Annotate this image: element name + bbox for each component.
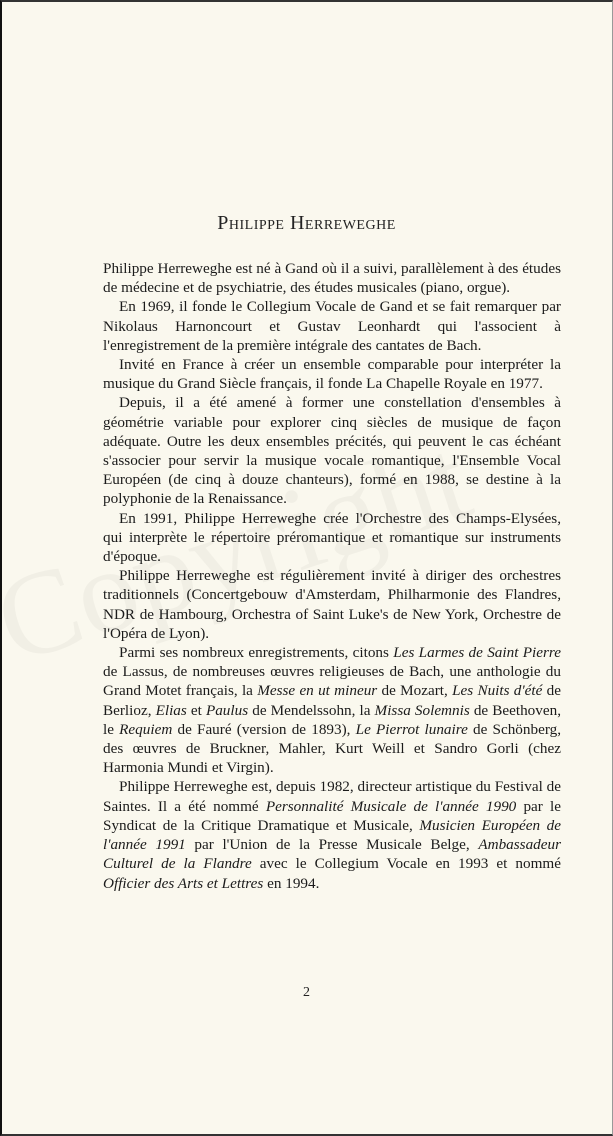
award-title: Personnalité Musicale de l'année 1990: [265, 797, 517, 815]
text-segment: de Beethoven, le: [103, 701, 561, 738]
work-title: Elias: [155, 701, 187, 719]
award-title: Musicien Européen de l'année 1991: [103, 816, 561, 854]
paragraph-8: [103, 777, 561, 892]
text-segment: et: [186, 701, 206, 719]
work-title: Les Nuits d'été: [452, 682, 543, 700]
text-segment: par l'Union de la Presse Musicale Belge,: [185, 836, 479, 854]
page-number: 2: [303, 985, 310, 1000]
work-title: Requiem: [119, 720, 173, 738]
award-title: Officier des Arts et Lettres: [103, 874, 264, 892]
text-segment: Philippe Herreweghe est, depuis 1982, directeur artistique du Festival de Saintes. Il a été nommé: [103, 778, 561, 815]
text-segment: de Schönberg, des œuvres de Bruckner, Mahler, Kurt Weill et Sandro Gorli (chez Harmonia Mundi et Virgin).: [103, 720, 562, 777]
text-segment: de Mozart,: [377, 682, 453, 700]
paragraph-6: Philippe Herreweghe est régulièrement invité à diriger des orchestres traditionnels (Concertgebouw d'Amsterdam, Philharmonie des Flandres, NDR de Hambourg, Orchestra of Saint Luke's de New York, Orchestre de l'Opéra de Lyon).: [103, 567, 561, 642]
work-title: Les Larmes de Saint Pierre: [393, 644, 561, 662]
paragraph-3: Invité en France à créer un ensemble comparable pour interpréter la musique du Grand Siècle français, il fonde La Chapelle Royale en 1977.: [103, 356, 561, 393]
award-title: Ambassadeur Culturel de la Flandre: [103, 836, 562, 873]
text-segment: de Mendelssohn, la: [248, 701, 375, 719]
paragraph-5: En 1991, Philippe Herreweghe crée l'Orchestre des Champs-Elysées, qui interprète le répertoire préromantique et romantique sur instruments d'époque.: [103, 509, 561, 566]
text-segment: de Berlioz,: [103, 682, 561, 719]
paragraph-1: Philippe Herreweghe est né à Gand où il a suivi, parallèlement à des études de médecine et de psychiatrie, des études musicales (piano, orgue).: [103, 260, 561, 297]
text-segment: de Lassus, de nombreuses œuvres religieuses de Bach, une anthologie du Grand Motet français, la: [103, 663, 561, 700]
text-segment: par le Syndicat de la Critique Dramatique et Musicale,: [103, 797, 561, 834]
paragraph-4: Depuis, il a été amené à former une constellation d'ensembles à géométrie variable pour explorer cinq siècles de musique de façon adéquate. Outre les deux ensembles précités, qui peuvent le cas échéant s'associer pour servir la musique vocale romantique, l'Ensemble Vocal Européen (de cinq à douze chanteurs), formé en 1988, se destine à la polyphonie de la Renaissance.: [103, 394, 561, 508]
text-segment: de Fauré (version de 1893),: [172, 720, 356, 738]
text-segment: avec le Collegium Vocale en 1993 et nommé: [251, 855, 561, 873]
work-title: Le Pierrot lunaire: [355, 720, 468, 738]
text-segment: Parmi ses nombreux enregistrements, citons: [119, 644, 394, 662]
work-title: Messe en ut mineur: [257, 682, 378, 700]
page-title: Philippe Herreweghe: [217, 212, 396, 234]
work-title: Paulus: [205, 701, 249, 719]
paragraph-2: En 1969, il fonde le Collegium Vocale de Gand et se fait remarquer par Nikolaus Harnoncourt et Gustav Leonhardt qui l'associent à l'enregistrement de la première intégrale des cantates de Bach.: [103, 298, 561, 354]
text-segment: en 1994.: [263, 874, 320, 892]
paragraph-7: [103, 643, 561, 777]
biography-text: [103, 259, 561, 893]
work-title: Missa Solemnis: [374, 701, 470, 719]
